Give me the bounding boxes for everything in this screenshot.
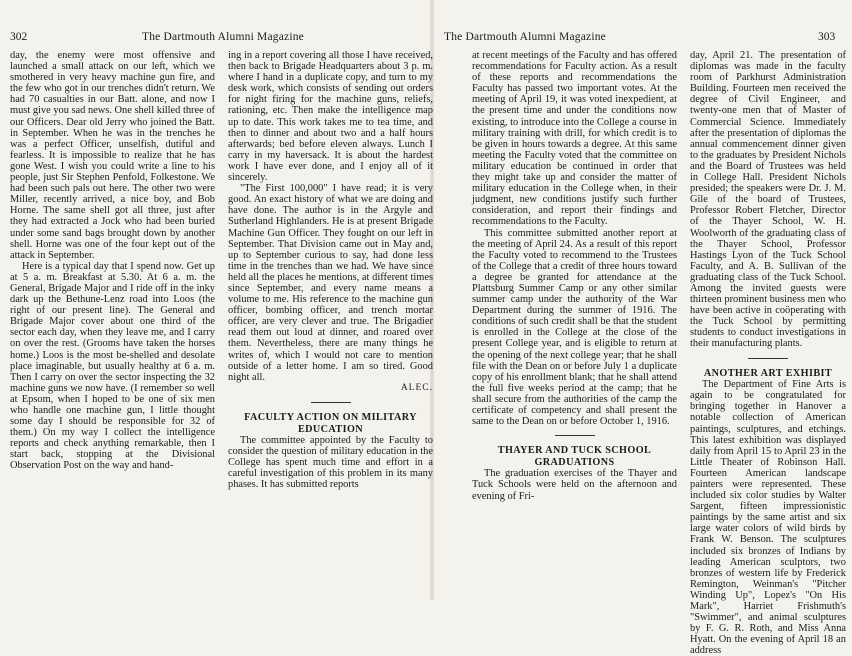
section-heading: ANOTHER ART EXHIBIT [703, 367, 833, 379]
paragraph: The Department of Fine Arts is again to be congratulated for bringing together in Hanover a notable collection of American paintings, sculptures, and etchings. This latest exhibition was displayed daily from April 15 to April 23 in the Little Theater of Robinson Hall. Fourteen American landscape painters were represented. These included six color studies by Walter Sargent, fifteen impressionistic paintings by the same artist and six large water colors of wild birds by Frank W. Benson. The sculptures included six bronzes of Indians by leading American sculptors, two bronzes of western life by Frederick Remington, Weinman's "Pitcher Winding Up", Lopez's "On His Mark", Harriet Frishmuth's "Swimmer", and animal sculptures by F. G. R. Roth, and Miss Anna Hyatt. On the evening of April 18 an address [690, 379, 846, 656]
page-number: 302 [10, 31, 28, 43]
left-page-column-1 [10, 50, 215, 472]
paragraph: day, April 21. The presentation of diplomas was made in the faculty room of Parkhurst Administration Building. Fourteen men received the degree of Civil Engineer, and twenty-one men that of Master of Commercial Science. Immediately after the presentation of diplomas the annual commencement dinner given to the graduates by President Nichols and the Board of Trustees was held in College Hall. President Nichols presided; the speakers were Dr. J. M. Gile of the board of Trustees, Professor Robert Fletcher, Director of the Thayer School, W. H. Woolworth of the graduating class of the Thayer School, Professor Hastings Lyon of the Tuck School Faculty, and A. B. Sullivan of the graduating class of the Tuck School. Among the invited guests were thirteen prominent business men who have been active in coöperating with the Tuck School by permitting students to conduct investigations in their manufacturing plants. [690, 50, 846, 350]
running-head: The Dartmouth Alumni Magazine [142, 31, 304, 43]
right-page-column-2 [690, 50, 846, 656]
paragraph: The graduation exercises of the Thayer and Tuck Schools were held on the afternoon and evening of Fri- [472, 468, 677, 502]
paragraph: ing in a report covering all those I have received, then back to Brigade Headquarters about 3 p. m. where I hand in a duplicate copy, and turn to my desk work, which consists of sending out orders for night firing for the machine guns, reliefs, rationing, etc. Then make the intelligence map up to date. This work takes me to tea time, and then to dinner and about two and a half hours afterwards; bed before eleven always. Lunch I carry in my haversack. It is about the hardest work I have ever done, and I enjoy all of it sincerely. [228, 50, 433, 184]
section-heading: FACULTY ACTION ON MILITARY EDUCATION [244, 411, 417, 435]
page-number: 303 [818, 31, 836, 43]
section-divider [555, 435, 595, 436]
paragraph: "The First 100,000" I have read; it is very good. An exact history of what we are doing and have done. The author is in the Argyle and Sutherland Highlanders. He is at present Brigade Machine Gun Officer. They fought on our left in September. That Division came out in May and, up to September curious to say, had done less time in the trenches than we had. We have since held all the places he mentions, at different times since September, and every name means a volume to me. His reference to the machine gun officer, bombing officer, and trench mortar officer, are very clever and true. The Brigadier read them out loud at dinner, and roared over them. Nevertheless, there are many things he writes of, which I would not care to mention outside of a letter home. I am so tired. Good night all. [228, 183, 433, 383]
right-page [432, 0, 852, 656]
left-page [0, 0, 432, 600]
paragraph: at recent meetings of the Faculty and has offered recommendations for Faculty action. As a result of these reports and recommendations the Faculty has passed two important votes. At the meeting of April 19, it was voted inexpedient, at the present time and under the conditions now existing, to introduce into the College a course in military training with drill, for which credit is to be given in hours towards a degree. At this same meeting the Faculty voted that the committee on military education be continued in order that they might take up and consider the matter of military education in the College when, in their judgment, new conditions justify such further consideration, and report their findings and recommendations to the Faculty. [472, 50, 677, 228]
section-heading: THAYER AND TUCK SCHOOL GRADUATIONS [497, 445, 652, 468]
paragraph: The committee appointed by the Faculty to consider the question of military education in the College has spent much time and effort in a careful investigation of this problem in its many phases. It has submitted reports [228, 435, 433, 491]
running-head: The Dartmouth Alumni Magazine [444, 31, 606, 43]
section-divider [311, 402, 351, 403]
section-divider [748, 358, 788, 359]
paragraph: This committee submitted another report at the meeting of April 24. As a result of this report the Faculty voted to recommend to the Trustees of the College that a credit of three hours toward a degree be granted for attendance at the Plattsburg Summer Camp or any other similar summer camp under the authority of the War Department during the summer of 1916. The conditions of such credit shall be that the student is enrolled in the College at the close of the present College year, and is eligible to return at the opening of the next college year; that he shall file with the Dean on or before July 1 a duplicate copy of his enrollment blank; that he shall attend the full five weeks period at the camp; that he shall secure from the authorities of the camp the certificate of competency and shall present the same to the Dean on or before October 1, 1916. [472, 227, 677, 428]
paragraph: day, the enemy were most offensive and launched a small attack on our left, which we smothered in very heavy machine gun fire, and the few who got in our trenches didn't return. We had 70 casualties in our Batt. alone, and now I must give you sad news. One shell killed three of our Officers. Dear old Jerry who joined the Batt. in September. When he was in the trenches he was a perfect Officer, unselfish, dutiful and fearless. It is impossible to realize that he has gone West. I wish you could write a line to his people, just Sir Stephen Penfold, Folkestone. We had been such pals out here. The other two were Miller, recently arrived, a nice boy, and Bob Horne. The same shell got all three, just after they had extracted a Jock who had been buried under some sand bags brought down by another shell. Horne was one of the four kept out of the attack in September. [10, 50, 215, 261]
paragraph: Here is a typical day that I spend now. Get up at 5 a. m. Breakfast at 5.30. At 6 a. m. the General, Brigade Major and I ride off in the inky dark up the Bethune-Lenz road into Loos (the right of our present line). The General and Brigade Major cover about one third of the sector each day, when they leave me, and I carry on over the rest. (Grooms have taken the horses home.) Loos is the most be-shelled and desolate place imaginable, but usually healthy at 6 a. m. Then I carry on over the sector inspecting the 32 machine guns we now have. (I remember so well at Epsom, when I hoped to be one of six men who handle one machine gun, I little thought some day I should be responsible for 32 of them.) On my way I collect the intelligence reports and check anything remarkable, then I start back, stopping at the Divisional Observation Post on the way and hand- [10, 260, 215, 472]
left-page-column-2 [228, 50, 433, 491]
signature: ALEC. [400, 382, 433, 393]
right-page-column-1 [472, 50, 677, 502]
